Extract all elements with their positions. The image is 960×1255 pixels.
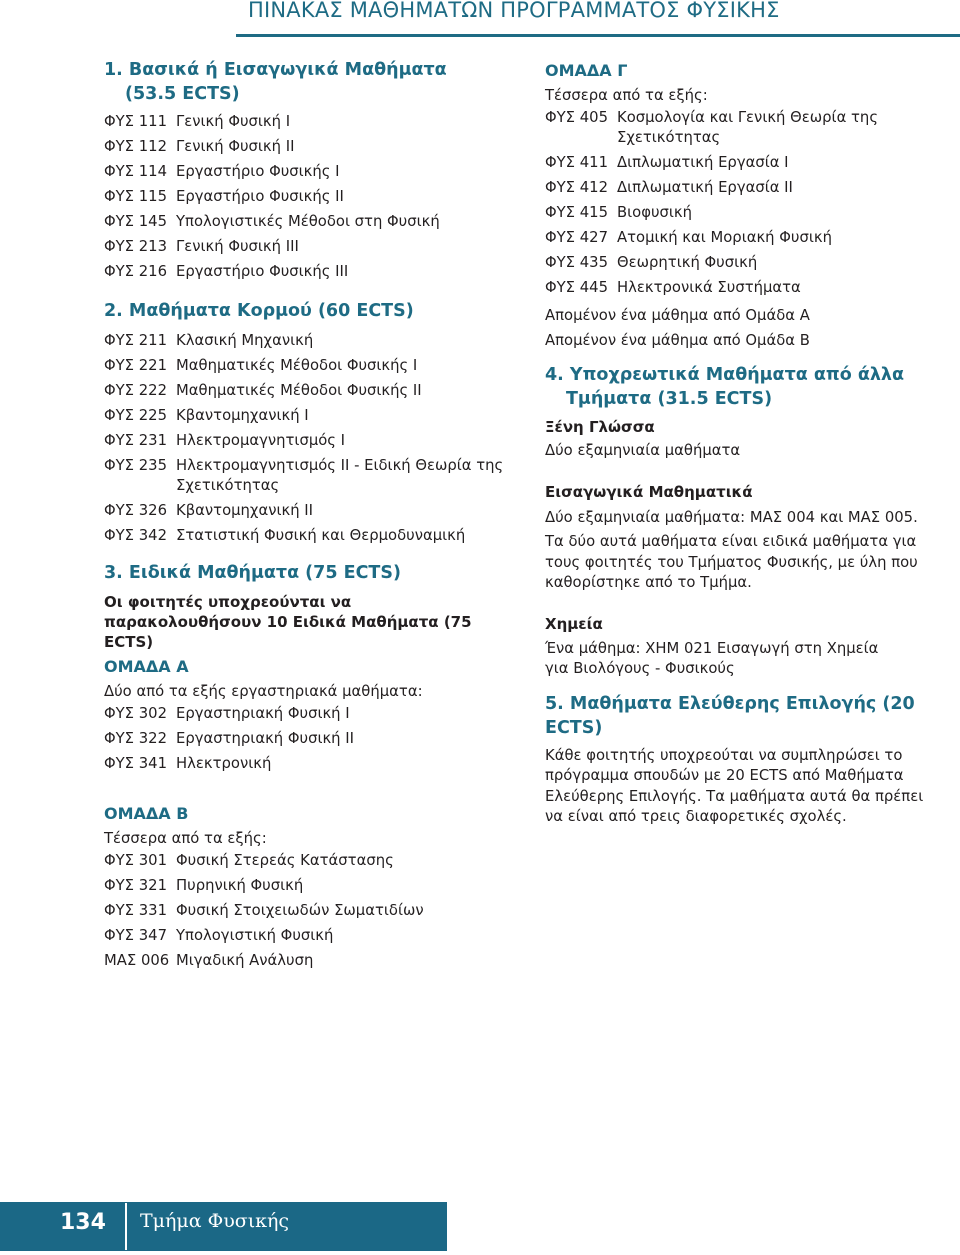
group-c-course-list [545,108,955,298]
course-row [104,526,524,546]
course-row [104,212,524,232]
course-name: Βιοφυσική [617,204,693,221]
course-name: Εργαστηριακή Φυσική Ι [176,705,350,722]
section3-heading: 3. Ειδικά Μαθήματα (75 ECTS) [104,563,401,583]
course-name: Κβαντομηχανική Ι [176,407,309,424]
left-column [104,58,524,976]
course-row [104,851,524,871]
course-row [545,153,955,173]
course-name: Ηλεκτρονικά Συστήματα [617,279,801,296]
course-code: ΦΥΣ 445 [545,279,608,296]
section3-note: Οι φοιτητές υποχρεούνται να παρακολουθήσουν 10 Ειδικά Μαθήματα (75 ECTS) [104,593,472,651]
course-code: ΦΥΣ 145 [104,213,167,230]
course-row [545,203,955,223]
course-code: ΦΥΣ 213 [104,238,167,255]
course-row [104,406,524,426]
course-name: Διπλωματική Εργασία ΙΙ [617,179,793,196]
course-row [104,501,524,521]
course-name: Γενική Φυσική ΙΙΙ [176,238,299,255]
course-row [104,729,524,749]
group-a-course-list [104,704,524,774]
group-b-title: ΟΜΑΔΑ Β [104,804,189,823]
course-row [104,754,524,774]
course-name: Υπολογιστικές Μέθοδοι στη Φυσική [176,213,440,230]
course-code: ΦΥΣ 411 [545,154,608,171]
remaining-group-b: Απομένον ένα μάθημα από Ομάδα Β [545,332,810,349]
course-name: Θεωρητική Φυσική [617,254,758,271]
page-number: 134 [60,1210,106,1235]
course-code: ΦΥΣ 235 [104,457,167,474]
course-row [104,237,524,257]
course-name: Εργαστήριο Φυσικής ΙΙ [176,188,344,205]
course-name: Υπολογιστική Φυσική [176,927,334,944]
section5-text: Κάθε φοιτητής υποχρεούται να συμπληρώσει το πρόγραμμα σπουδών με 20 ECTS από Μαθήματα Ελεύθερης Επιλογής. Τα μαθήματα αυτά θα πρέπει να είναι από τρεις διαφορετικές σχολές. [545,746,924,825]
course-row [104,356,524,376]
chemistry-title: Χημεία [545,614,603,633]
page-title: ΠΙΝΑΚΑΣ ΜΑΘΗΜΑΤΩΝ ΠΡΟΓΡΑΜΜΑΤΟΣ ΦΥΣΙΚΗΣ [248,0,780,22]
group-c-intro: Τέσσερα από τα εξής: [545,87,708,104]
right-column [545,58,955,828]
intro-math-title: Εισαγωγικά Μαθηματικά [545,482,753,501]
course-name: Φυσική Στοιχειωδών Σωματιδίων [176,902,424,919]
course-row [104,901,524,921]
course-name: Εργαστήριο Φυσικής Ι [176,163,340,180]
course-row [104,926,524,946]
footer-divider [125,1203,127,1250]
course-code: ΦΥΣ 435 [545,254,608,271]
course-code: ΦΥΣ 341 [104,755,167,772]
intro-math-text1: Δύο εξαμηνιαία μαθήματα: ΜΑΣ 004 και ΜΑΣ 005. [545,508,918,526]
section4-heading [545,363,955,411]
course-code: ΦΥΣ 302 [104,705,167,722]
course-code: ΦΥΣ 347 [104,927,167,944]
course-code: ΦΥΣ 331 [104,902,167,919]
course-row [545,253,955,273]
course-name: Εργαστηριακή Φυσική ΙΙ [176,730,354,747]
course-name: Μιγαδική Ανάλυση [176,952,314,969]
section2-heading: 2. Μαθήματα Κορμού (60 ECTS) [104,301,414,321]
course-row [545,178,955,198]
group-b-intro: Τέσσερα από τα εξής: [104,830,267,847]
course-code: ΦΥΣ 114 [104,163,167,180]
course-name: Φυσική Στερεάς Κατάστασης [176,852,394,869]
intro-math-text2: Τα δύο αυτά μαθήματα είναι ειδικά μαθήματα για τους φοιτητές του Τμήματος Φυσικής, με ύλη που καθορίστηκε από το Τμήμα. [545,533,918,591]
section5-heading: 5. Μαθήματα Ελεύθερης Επιλογής (20 ECTS) [545,693,915,738]
group-b-course-list [104,851,524,971]
section4-heading-line1: 4. Υποχρεωτικά Μαθήματα από άλλα [545,365,905,385]
course-code: ΦΥΣ 321 [104,877,167,894]
course-row [104,112,524,132]
course-row [104,456,524,496]
course-row [104,951,524,971]
course-code: ΦΥΣ 112 [104,138,167,155]
course-row [104,381,524,401]
course-row [104,187,524,207]
section4-heading-line2: Τμήματα (31.5 ECTS) [566,389,773,409]
course-name: Μαθηματικές Μέθοδοι Φυσικής ΙΙ [176,382,422,399]
foreign-language-title: Ξένη Γλώσσα [545,418,655,436]
course-name: Ατομική και Μοριακή Φυσική [617,229,832,246]
section2-course-list [104,331,524,546]
course-name: Κβαντομηχανική ΙΙ [176,502,314,519]
course-row [545,228,955,248]
course-name: Γενική Φυσική ΙΙ [176,138,295,155]
course-code: ΦΥΣ 427 [545,229,608,246]
course-name: Διπλωματική Εργασία Ι [617,154,789,171]
course-code: ΦΥΣ 231 [104,432,167,449]
chemistry-text: Ένα μάθημα: ΧΗΜ 021 Εισαγωγή στη Χημεία για Βιολόγους - Φυσικούς [545,639,879,677]
course-code: ΦΥΣ 415 [545,204,608,221]
course-code: ΦΥΣ 222 [104,382,167,399]
course-code: ΦΥΣ 301 [104,852,167,869]
course-code: ΦΥΣ 221 [104,357,167,374]
course-name: Ηλεκτρομαγνητισμός ΙΙ - Ειδική Θεωρία της Σχετικότητας [176,457,504,494]
course-code: ΦΥΣ 115 [104,188,167,205]
foreign-language-text: Δύο εξαμηνιαία μαθήματα [545,442,741,459]
course-row [545,278,955,298]
course-code: ΜΑΣ 006 [104,952,170,969]
course-row [104,137,524,157]
group-a-title: ΟΜΑΔΑ Α [104,657,189,676]
section1-heading [104,58,524,106]
course-row [545,108,955,148]
course-code: ΦΥΣ 412 [545,179,608,196]
course-row [104,162,524,182]
course-name: Ηλεκτρονική [176,755,272,772]
section1-heading-line1: 1. Βασικά ή Εισαγωγικά Μαθήματα [104,60,447,80]
section1-course-list [104,112,524,282]
course-name: Πυρηνική Φυσική [176,877,304,894]
course-row [104,704,524,724]
course-row [104,431,524,451]
course-row [104,876,524,896]
section1-heading-line2: (53.5 ECTS) [125,84,240,104]
department-name: Τμήμα Φυσικής [140,1210,290,1232]
course-name: Ηλεκτρομαγνητισμός Ι [176,432,346,449]
course-code: ΦΥΣ 225 [104,407,167,424]
course-name: Γενική Φυσική Ι [176,113,291,130]
course-code: ΦΥΣ 216 [104,263,167,280]
course-code: ΦΥΣ 405 [545,109,608,126]
course-code: ΦΥΣ 322 [104,730,167,747]
course-row [104,262,524,282]
course-code: ΦΥΣ 326 [104,502,167,519]
course-name: Κλασική Μηχανική [176,332,314,349]
course-name: Εργαστήριο Φυσικής ΙΙΙ [176,263,349,280]
course-name: Στατιστική Φυσική και Θερμοδυναμική [176,527,466,544]
course-code: ΦΥΣ 111 [104,113,167,130]
course-code: ΦΥΣ 342 [104,527,167,544]
course-name: Μαθηματικές Μέθοδοι Φυσικής Ι [176,357,418,374]
group-c-title: ΟΜΑΔΑ Γ [545,61,628,80]
course-code: ΦΥΣ 211 [104,332,167,349]
group-a-intro: Δύο από τα εξής εργαστηριακά μαθήματα: [104,683,423,700]
course-row [104,331,524,351]
course-name: Κοσμολογία και Γενική Θεωρία της Σχετικότητας [617,109,878,146]
remaining-group-a: Απομένον ένα μάθημα από Ομάδα Α [545,307,810,324]
